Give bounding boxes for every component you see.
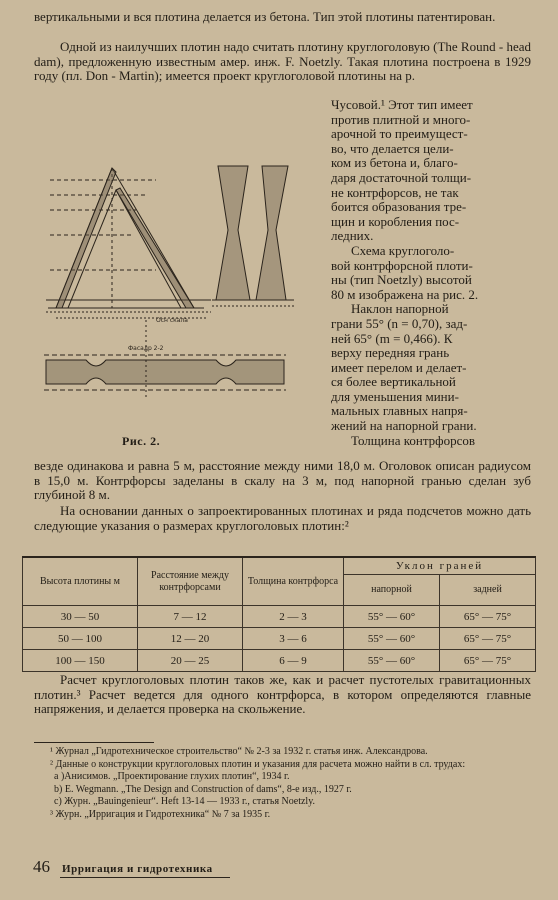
footnote: ³ Журн. „Ирригация и Гидротехника“ № 7 за 1935 г.	[50, 808, 271, 820]
wrap-line: имеет перелом и делает-	[331, 359, 467, 375]
cell-height: 50 — 100	[23, 628, 138, 650]
paragraph-round-head: Одной из наилучших плотин надо считать плотину круглоголовую (The Round - head dam), предложенную известным амер. инж. F. Noetzly. Такая плотина построена в 1929 году (пл. Don - Martin); имеется проект круглоголовой плотины на р.	[34, 39, 531, 84]
dimensions-table	[22, 556, 536, 672]
wrap-line: ней 65° (m = 0,466). К	[331, 330, 453, 346]
cell-upstream: 55° — 60°	[344, 606, 440, 628]
wrap-line: ледних.	[331, 228, 374, 244]
page-number: 46	[33, 857, 50, 876]
footnote: ¹ Журнал „Гидротехническое строительство“ № 2-3 за 1932 г. статья инж. Александрова.	[50, 746, 428, 757]
paragraph-basis: На основании данных о запроектированных плотинах и ряда подсчетов можно дать следующие указания о размерах круглоголовых плотин:²	[34, 503, 531, 533]
wrap-line: Схема круглоголо-	[351, 242, 455, 258]
wrap-line: против плитной и много-	[331, 111, 471, 127]
cell-spacing: 12 — 20	[138, 628, 243, 650]
table-row	[23, 628, 536, 650]
wrap-line: мальных главных напря-	[331, 403, 468, 419]
paragraph-calculation: Расчет круглоголовых плотин таков же, как и расчет пустотелых гравитационных плотин.³ Расчет ведется для одного контрфорса, в котором определяются главные напряжения, и делается проверка на скольжение.	[34, 672, 531, 717]
wrap-line: 80 м изображена на рис. 2.	[331, 286, 479, 302]
cell-spacing: 7 — 12	[138, 606, 243, 628]
running-head-rule	[60, 877, 230, 878]
header-height: Высота плотины м	[23, 557, 138, 606]
cell-spacing: 20 — 25	[138, 650, 243, 672]
wrap-line: арочной то преимущест-	[331, 126, 468, 142]
cell-thickness: 2 — 3	[243, 606, 344, 628]
figure-dam-scheme	[36, 150, 298, 450]
cell-height: 100 — 150	[23, 650, 138, 672]
wrap-line: щин и коробления пос-	[331, 213, 460, 229]
header-upstream: напорной	[344, 575, 440, 606]
footnote-ref: a )Анисимов. „Проектирование глухих плотин“, 1934 г.	[54, 771, 290, 783]
wrap-line: боится образования тре-	[331, 199, 467, 215]
cell-downstream: 65° — 75°	[440, 650, 536, 672]
wrap-line: ком из бетона и, благо-	[331, 155, 458, 171]
cell-downstream: 65° — 75°	[440, 628, 536, 650]
wrap-line: вой контрфорсной плоти-	[331, 257, 473, 273]
footnote-ref: b) E. Wegmann. „The Design and Construction of dams“, 8-е изд., 1927 г.	[54, 783, 352, 795]
header-spacing: Расстояние между контрфорсами	[138, 557, 243, 606]
footnote-ref: c) Журн. „Bauingenieur“. Heft 13-14 — 1933 г., статья Noetzly.	[54, 796, 316, 808]
footnotes	[34, 746, 531, 822]
wrap-line: Чусовой.¹ Этот тип имеет	[331, 97, 473, 112]
label-plan: Фасадр 2-2	[128, 345, 164, 352]
footnote-divider	[34, 742, 154, 743]
cell-thickness: 6 — 9	[243, 650, 344, 672]
wrap-line: даря достаточной толщи-	[331, 169, 472, 185]
wrap-line: для уменьшения мини-	[331, 388, 459, 404]
figure-caption: Рис. 2.	[122, 434, 161, 448]
wrap-line: не контрфорсов, не так	[331, 184, 459, 200]
wrap-column	[331, 98, 531, 448]
running-head: Ирригация и гидротехника	[62, 863, 213, 875]
header-slope: Уклон граней	[344, 557, 536, 575]
label-base-rock: Осн скала	[156, 317, 188, 324]
wrap-line: грани 55° (n = 0,70), зад-	[331, 315, 468, 331]
wrap-line: жений на напорной грани.	[331, 418, 477, 434]
cell-upstream: 55° — 60°	[344, 628, 440, 650]
paragraph-after-figure: везде одинакова и равна 5 м, расстояние между ними 18,0 м. Оголовок описан радиусом в 15,0 м. Контрфорсы заделаны в скалу на 3 м, под напорной гранью сделан зуб глубиной 8 м.	[34, 458, 531, 503]
paragraph-intro: вертикальными и вся плотина делается из бетона. Тип этой плотины патентирован.	[34, 9, 496, 24]
wrap-line: во, что делается цели-	[331, 140, 454, 156]
wrap-line: верху передняя грань	[331, 345, 450, 361]
wrap-line: Наклон напорной	[351, 301, 449, 317]
dam-drawing	[36, 150, 298, 435]
table-row	[23, 650, 536, 672]
wrap-line: ся более вертикальной	[331, 374, 456, 390]
cell-thickness: 3 — 6	[243, 628, 344, 650]
table-row	[23, 606, 536, 628]
cell-downstream: 65° — 75°	[440, 606, 536, 628]
cell-height: 30 — 50	[23, 606, 138, 628]
cell-upstream: 55° — 60°	[344, 650, 440, 672]
wrap-line: ны (тип Noetzly) высотой	[331, 272, 472, 288]
header-downstream: задней	[440, 575, 536, 606]
wrap-line: Толщина контрфорсов	[351, 432, 476, 448]
header-thickness: Толщина контрфорса	[243, 557, 344, 606]
footnote: ² Данные о конструкции круглоголовых плотин и указания для расчета можно найти в сл. трудах:	[50, 758, 466, 770]
